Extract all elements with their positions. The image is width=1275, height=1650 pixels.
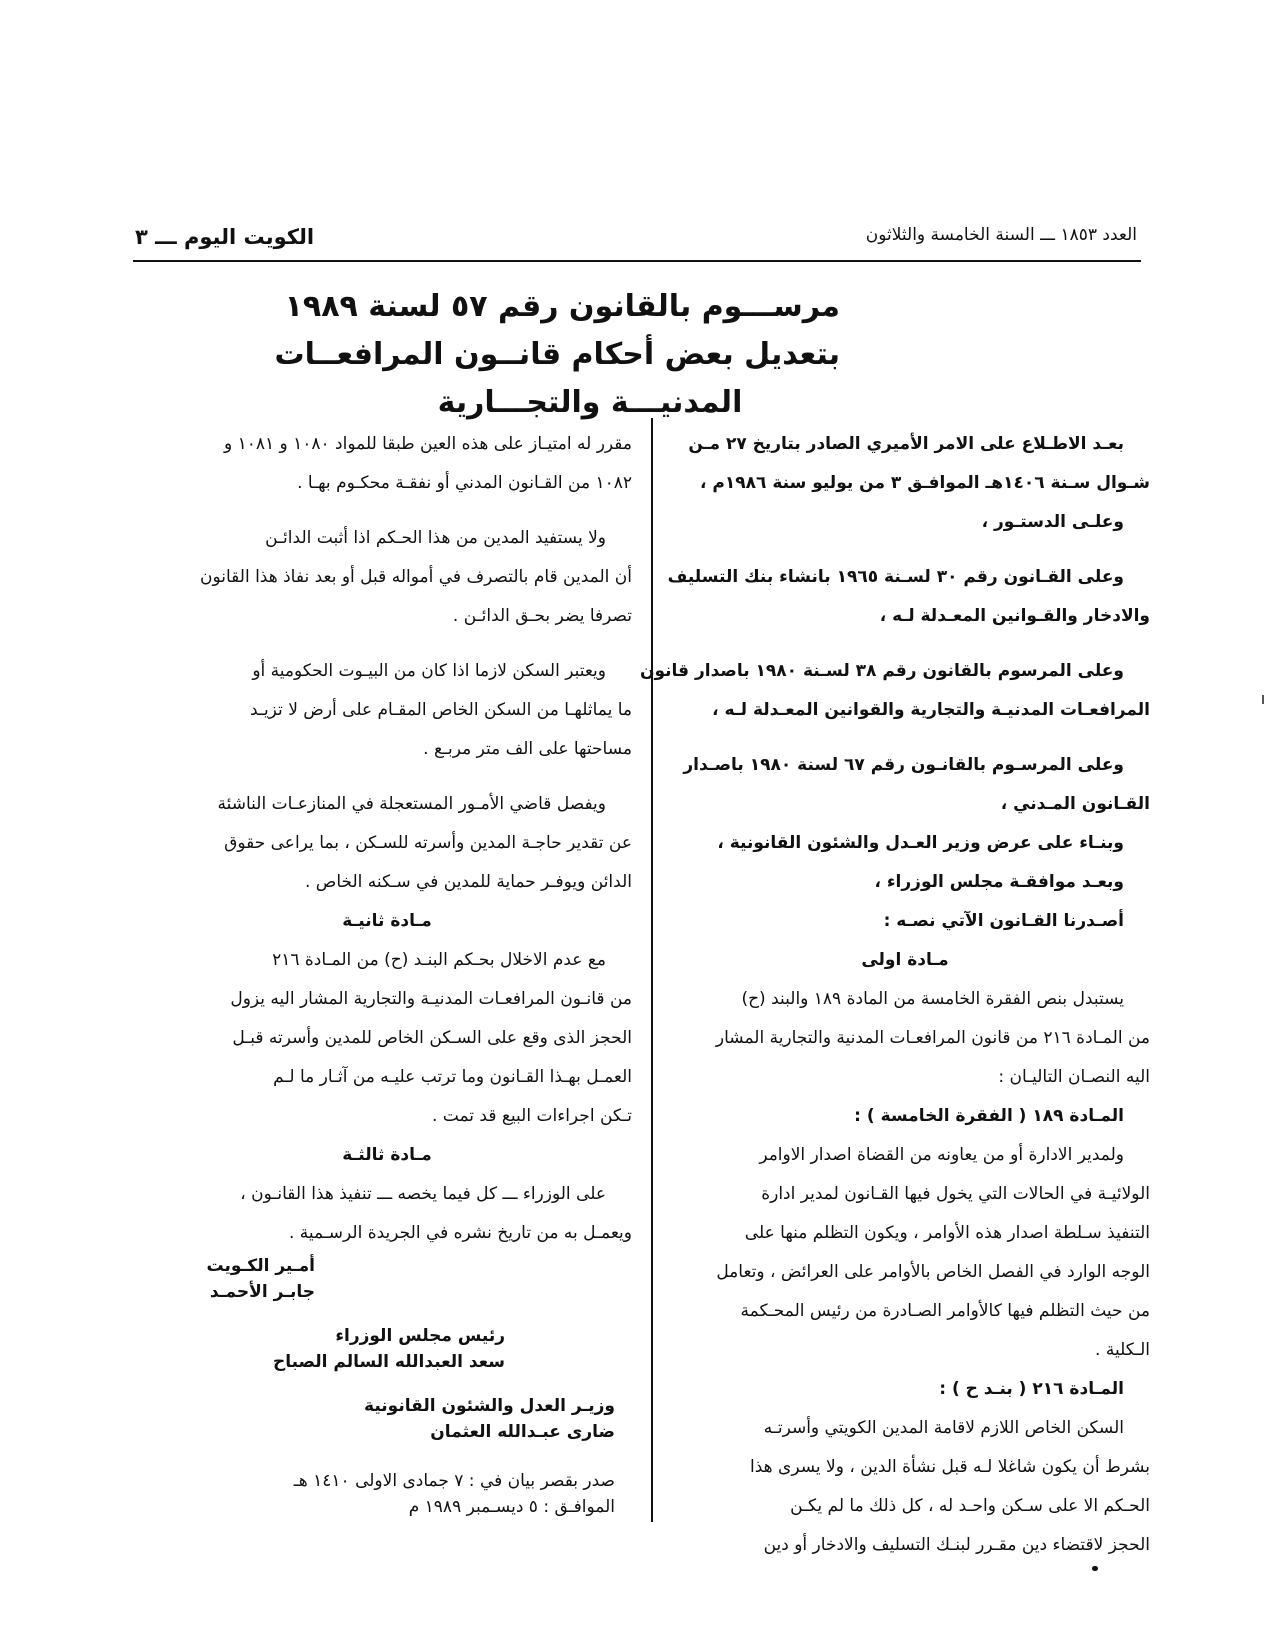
article-189-line: الولائيـة في الحالات التي يخول فيها القـانون لمدير ادارة bbox=[761, 1184, 1150, 1204]
preamble-line: وعلى المرسوم بالقانون رقم ٣٨ لسـنة ١٩٨٠ باصدار قانون bbox=[640, 661, 1124, 681]
article-216-line: بشرط أن يكون شاغلا لـه قبل نشأة الدين ، ولا يسرى هذا bbox=[750, 1457, 1150, 1477]
article-1-line: اليه النصـان التاليـان : bbox=[998, 1067, 1150, 1087]
housing-paragraph-line: ما يماثلهـا من السكن الخاص المقـام على أرض لا تزيـد bbox=[250, 700, 632, 720]
article-216-heading: المـادة ٢١٦ ( بنـد ح ) : bbox=[939, 1379, 1124, 1399]
article-2-line: مع عدم الاخلال بحـكم البنـد (ح) من المـادة ٢١٦ bbox=[272, 950, 606, 970]
column-divider bbox=[651, 418, 653, 1522]
preamble-line: وعلـى الدستـور ، bbox=[981, 512, 1124, 532]
article-3-line: على الوزراء ـــ كل فيما يخصه ـــ تنفيذ هذا القانـون ، bbox=[240, 1184, 606, 1204]
justice-minister-signature bbox=[364, 1393, 615, 1445]
article-189-line: الوجه الوارد في الفصل الخاص بالأوامر على العرائض ، وتعامل bbox=[716, 1262, 1150, 1282]
issued-date: الموافـق : ٥ ديسـمبر ١٩٨٩ م bbox=[408, 1497, 615, 1517]
left-column bbox=[142, 425, 632, 1253]
emir-name: جابـر الأحمـد bbox=[209, 1282, 315, 1302]
title-line-2: بتعديل بعض أحكام قانــون المرافعــات bbox=[274, 337, 840, 372]
page-speck bbox=[1092, 1566, 1098, 1571]
article-2-line: العمـل بهـذا القـانون وما ترتب عليـه من آثـار ما لـم bbox=[273, 1067, 632, 1087]
margin-mark bbox=[1262, 695, 1264, 704]
article-189-heading: المـادة ١٨٩ ( الفقرة الخامسة ) : bbox=[854, 1106, 1124, 1126]
article-2-line: الحجز الذى وقع على السـكن الخاص للمدين وأسرته قبـل bbox=[232, 1028, 632, 1048]
preamble-line: وعلى القـانون رقم ٣٠ لسـنة ١٩٦٥ بانشاء بنك التسليف bbox=[667, 567, 1124, 587]
preamble-line: المرافعـات المدنيـة والتجارية والقوانين المعـدلة لـه ، bbox=[712, 700, 1150, 720]
preamble-line: وبنـاء على عرض وزير العـدل والشئون القانونية ، bbox=[717, 833, 1124, 853]
prime-minister-name: سعد العبدالله السالم الصباح bbox=[272, 1352, 505, 1372]
article-189-line: من حيث التظلم فيها كالأوامر الصـادرة من رئيس المحـكمة bbox=[740, 1301, 1150, 1321]
article-1-line: يستبدل بنص الفقرة الخامسة من المادة ١٨٩ والبند (ح) bbox=[741, 989, 1124, 1009]
issued-at: صدر بقصر بيان في : ٧ جمادى الاولى ١٤١٠ هـ bbox=[293, 1471, 615, 1491]
debtor-paragraph-line: تصرفا يضر بحـق الدائـن . bbox=[452, 606, 632, 626]
article-216-line: الحجز لاقتضاء دين مقـرر لبنـك التسليف والادخار أو دين bbox=[763, 1535, 1150, 1555]
issuance-note bbox=[294, 1468, 615, 1520]
preamble-line: أصـدرنا القـانون الآتي نصـه : bbox=[883, 911, 1124, 931]
judge-paragraph-line: الدائن ويوفـر حماية للمدين في سـكنه الخاص . bbox=[304, 872, 632, 892]
preamble-line: وبعـد موافقـة مجلس الوزراء ، bbox=[874, 872, 1124, 892]
preamble-line: شـوال سـنة ١٤٠٦هـ الموافـق ٣ من يوليو سنة ١٩٨٦م ، bbox=[700, 473, 1150, 493]
article-2-heading: مـادة ثانيـة bbox=[342, 911, 432, 931]
title-line-3: المدنيـــة والتجـــارية bbox=[437, 385, 743, 420]
housing-paragraph-line: ويعتبر السكن لازما اذا كان من البيـوت الحكومية أو bbox=[252, 661, 606, 681]
judge-paragraph-line: عن تقدير حاجـة المدين وأسرته للسـكن ، بما يراعى حقوق bbox=[224, 833, 632, 853]
prime-minister-signature bbox=[273, 1323, 505, 1375]
header-divider bbox=[133, 260, 1141, 262]
right-column bbox=[640, 425, 1150, 1565]
prime-minister-title: رئيس مجلس الوزراء bbox=[335, 1326, 505, 1346]
article-1-heading: مـادة اولى bbox=[861, 950, 949, 970]
debtor-paragraph-line: ولا يستفيد المدين من هذا الحـكم اذا أثبت الدائـن bbox=[265, 528, 606, 548]
article-2-line: من قانـون المرافعـات المدنيـة والتجارية المشار اليه يزول bbox=[230, 989, 632, 1009]
debtor-paragraph-line: أن المدين قام بالتصرف في أمواله قبل أو بعد نفاذ هذا القانون bbox=[200, 567, 632, 587]
article-3-line: ويعمـل به من تاريخ نشره في الجريدة الرسـمية . bbox=[288, 1223, 632, 1243]
article-189-line: ولمدير الادارة أو من يعاونه من القضاة اصدار الاوامر bbox=[759, 1145, 1124, 1165]
judge-paragraph-line: ويفصل قاضي الأمـور المستعجلة في المنازعـات الناشئة bbox=[217, 794, 606, 814]
decree-title bbox=[274, 283, 840, 427]
issue-number: العدد ١٨٥٣ ـــ السنة الخامسة والثلاثون bbox=[865, 225, 1137, 245]
preamble-line: القـانون المـدني ، bbox=[1000, 794, 1150, 814]
continuation-line: مقرر له امتيـاز على هذه العين طبقا للمواد ١٠٨٠ و ١٠٨١ و bbox=[223, 434, 632, 454]
preamble-line: بعـد الاطـلاع على الامر الأميري الصادر بتاريخ ٢٧ مـن bbox=[688, 434, 1124, 454]
emir-title: أمـير الكـويت bbox=[206, 1256, 315, 1276]
preamble-line: وعلى المرسـوم بالقانـون رقم ٦٧ لسنة ١٩٨٠ باصـدار bbox=[683, 755, 1124, 775]
article-189-line: التنفيذ سـلطة اصدار هذه الأوامر ، ويكون التظلم منها على bbox=[744, 1223, 1150, 1243]
continuation-line: ١٠٨٢ من القـانون المدني أو نفقـة محكـوم بهـا . bbox=[297, 473, 632, 493]
emir-signature bbox=[206, 1253, 315, 1305]
article-2-line: تـكن اجراءات البيع قد تمت . bbox=[431, 1106, 632, 1126]
article-216-line: الحـكم الا على سـكن واحـد له ، كل ذلك ما لم يكـن bbox=[790, 1496, 1150, 1516]
article-189-line: الـكلية . bbox=[1095, 1340, 1150, 1360]
article-1-line: من المـادة ٢١٦ من قانون المرافعـات المدنية والتجارية المشار bbox=[715, 1028, 1150, 1048]
housing-paragraph-line: مساحتها على الف متر مربـع . bbox=[423, 739, 632, 759]
preamble-line: والادخار والقـوانين المعـدلة لـه ، bbox=[879, 606, 1150, 626]
newspaper-name: الكويت اليوم ـــ ٣ bbox=[135, 225, 315, 249]
article-216-line: السكن الخاص اللازم لاقامة المدين الكويتي وأسرتـه bbox=[763, 1418, 1124, 1438]
title-line-1: مرســـوم بالقانون رقم ٥٧ لسنة ١٩٨٩ bbox=[284, 289, 840, 324]
justice-minister-name: ضارى عبـدالله العثمان bbox=[430, 1422, 615, 1442]
article-3-heading: مـادة ثالثـة bbox=[342, 1145, 432, 1165]
justice-minister-title: وزيـر العدل والشئون القانونية bbox=[364, 1396, 615, 1416]
